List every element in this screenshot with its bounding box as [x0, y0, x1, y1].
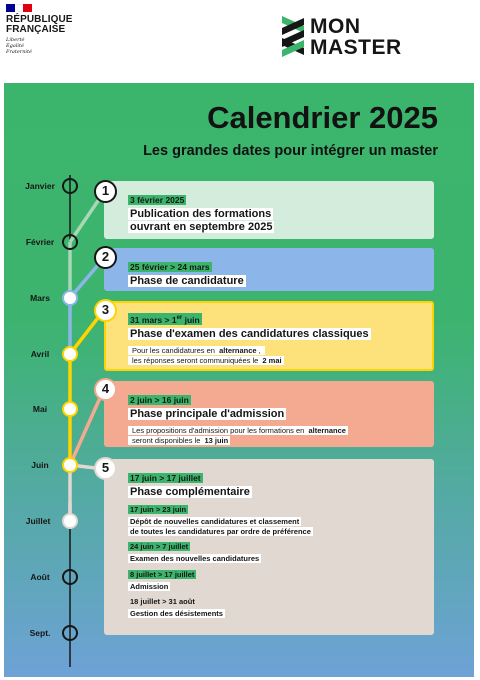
timeline-node-fevrier	[62, 234, 78, 250]
step-number-1: 1	[94, 180, 117, 203]
month-juillet: Juillet	[25, 516, 51, 526]
step-number-4: 4	[94, 378, 117, 401]
month-avril: Avril	[30, 349, 50, 359]
step-1-date: 3 février 2025	[130, 195, 185, 205]
step-5-title-text: Phase complémentaire	[130, 486, 250, 498]
timeline-node-mai	[62, 401, 78, 417]
step-4-note-bold2: 13 juin	[204, 435, 229, 445]
step-3-note-part1: Pour les candidatures en	[132, 346, 218, 355]
month-fevrier: Février	[25, 237, 55, 247]
org-name-line2: FRANÇAISE	[6, 24, 66, 35]
timeline-node-mars	[62, 290, 78, 306]
sub-step-1-line1: Dépôt de nouvelles candidatures et classement	[130, 517, 300, 526]
step-1-title	[128, 208, 422, 234]
sub-step-3-date: 8 juillet > 17 juillet	[130, 569, 195, 579]
org-name-line1: RÉPUBLIQUE	[6, 14, 73, 25]
mon-master-logo[interactable]	[282, 16, 402, 58]
step-number-2: 2	[94, 246, 117, 269]
timeline-node-sept	[62, 625, 78, 641]
step-4-note-part1: Les propositions d'admission pour les formations en	[132, 426, 307, 435]
step-3-note-bold2: 2 mai	[262, 355, 282, 365]
motto	[6, 37, 73, 55]
logo-line1: MON	[310, 15, 361, 38]
sub-step-1	[128, 499, 422, 536]
step-card-3	[104, 301, 434, 371]
timeline-node-aout	[62, 569, 78, 585]
month-sept: Sept.	[29, 628, 51, 638]
timeline-node-juillet	[62, 513, 78, 529]
sub-step-1-line2: de toutes les candidatures par ordre de préférence	[130, 526, 311, 536]
step-5-title	[128, 486, 422, 499]
step-card-1	[104, 181, 434, 239]
step-3-note-bold1: alternance	[219, 346, 257, 355]
step-1-title-line2: ouvrant en septembre 2025	[130, 221, 273, 233]
step-1-title-line1: Publication des formations	[130, 208, 272, 220]
step-4-note-part2: seront disponibles le	[132, 435, 203, 445]
step-2-title-text: Phase de candidature	[130, 275, 244, 287]
step-2-date: 25 février > 24 mars	[130, 262, 210, 272]
poster-subtitle: Les grandes dates pour intégrer un master	[143, 143, 438, 159]
month-aout: Août	[30, 572, 50, 582]
calendar-poster	[4, 83, 474, 677]
step-3-note	[128, 346, 422, 365]
sub-step-2-line1: Examen des nouvelles candidatures	[130, 554, 260, 563]
french-flag-icon	[6, 4, 32, 12]
step-4-note-bold1: alternance	[308, 426, 346, 435]
step-4-date: 2 juin > 16 juin	[130, 395, 189, 405]
timeline-node-janvier	[62, 178, 78, 194]
mon-master-mark-icon	[282, 16, 304, 58]
sub-step-2-date: 24 juin > 7 juillet	[130, 542, 189, 551]
sub-step-4-line1: Gestion des désistements	[130, 609, 223, 618]
sub-step-4	[128, 591, 422, 619]
logo-line2: MASTER	[310, 36, 402, 59]
step-3-title-text: Phase d'examen des candidatures classiques	[130, 328, 369, 340]
step-3-date	[128, 313, 202, 325]
logo-wordmark	[310, 16, 402, 58]
sub-step-3-line1: Admission	[130, 581, 169, 591]
sub-step-3-text	[128, 582, 422, 592]
sub-step-3	[128, 564, 422, 592]
step-4-note	[128, 426, 422, 445]
sub-step-1-text	[128, 517, 422, 536]
step-4-title-text: Phase principale d'admission	[130, 408, 285, 420]
step-3-note-part2: ,	[258, 346, 261, 355]
page-header	[0, 0, 480, 80]
republique-francaise-logo[interactable]	[6, 4, 73, 55]
month-mars: Mars	[30, 293, 50, 303]
step-3-date-suffix: juin	[182, 315, 200, 325]
sub-step-2-text	[128, 554, 422, 564]
month-mai: Mai	[32, 404, 48, 414]
motto-egalite: Égalité	[6, 43, 24, 49]
step-3-date-prefix: 31 mars > 1	[130, 315, 177, 325]
step-3-note-part3: les réponses seront communiquées le	[132, 355, 261, 365]
step-3-date-sup: er	[176, 315, 183, 322]
sub-step-4-text	[128, 609, 422, 619]
sub-step-2	[128, 536, 422, 564]
month-juin: Juin	[31, 460, 49, 470]
step-number-5: 5	[94, 457, 117, 480]
motto-liberte: Liberté	[6, 37, 25, 43]
step-4-title	[128, 408, 422, 421]
step-card-5	[104, 459, 434, 635]
sub-step-4-date: 18 juillet > 31 août	[130, 597, 195, 606]
step-3-title	[128, 328, 422, 341]
motto-fraternite: Fraternité	[6, 49, 32, 55]
timeline-node-avril	[62, 346, 78, 362]
step-5-date: 17 juin > 17 juillet	[130, 473, 201, 483]
month-janvier: Janvier	[25, 181, 55, 191]
sub-step-1-date: 17 juin > 23 juin	[130, 505, 187, 514]
poster-title: Calendrier 2025	[207, 100, 438, 135]
step-card-4	[104, 381, 434, 447]
step-number-3: 3	[94, 299, 117, 322]
step-2-title	[128, 275, 422, 288]
step-card-2	[104, 248, 434, 291]
timeline-node-juin	[62, 457, 78, 473]
